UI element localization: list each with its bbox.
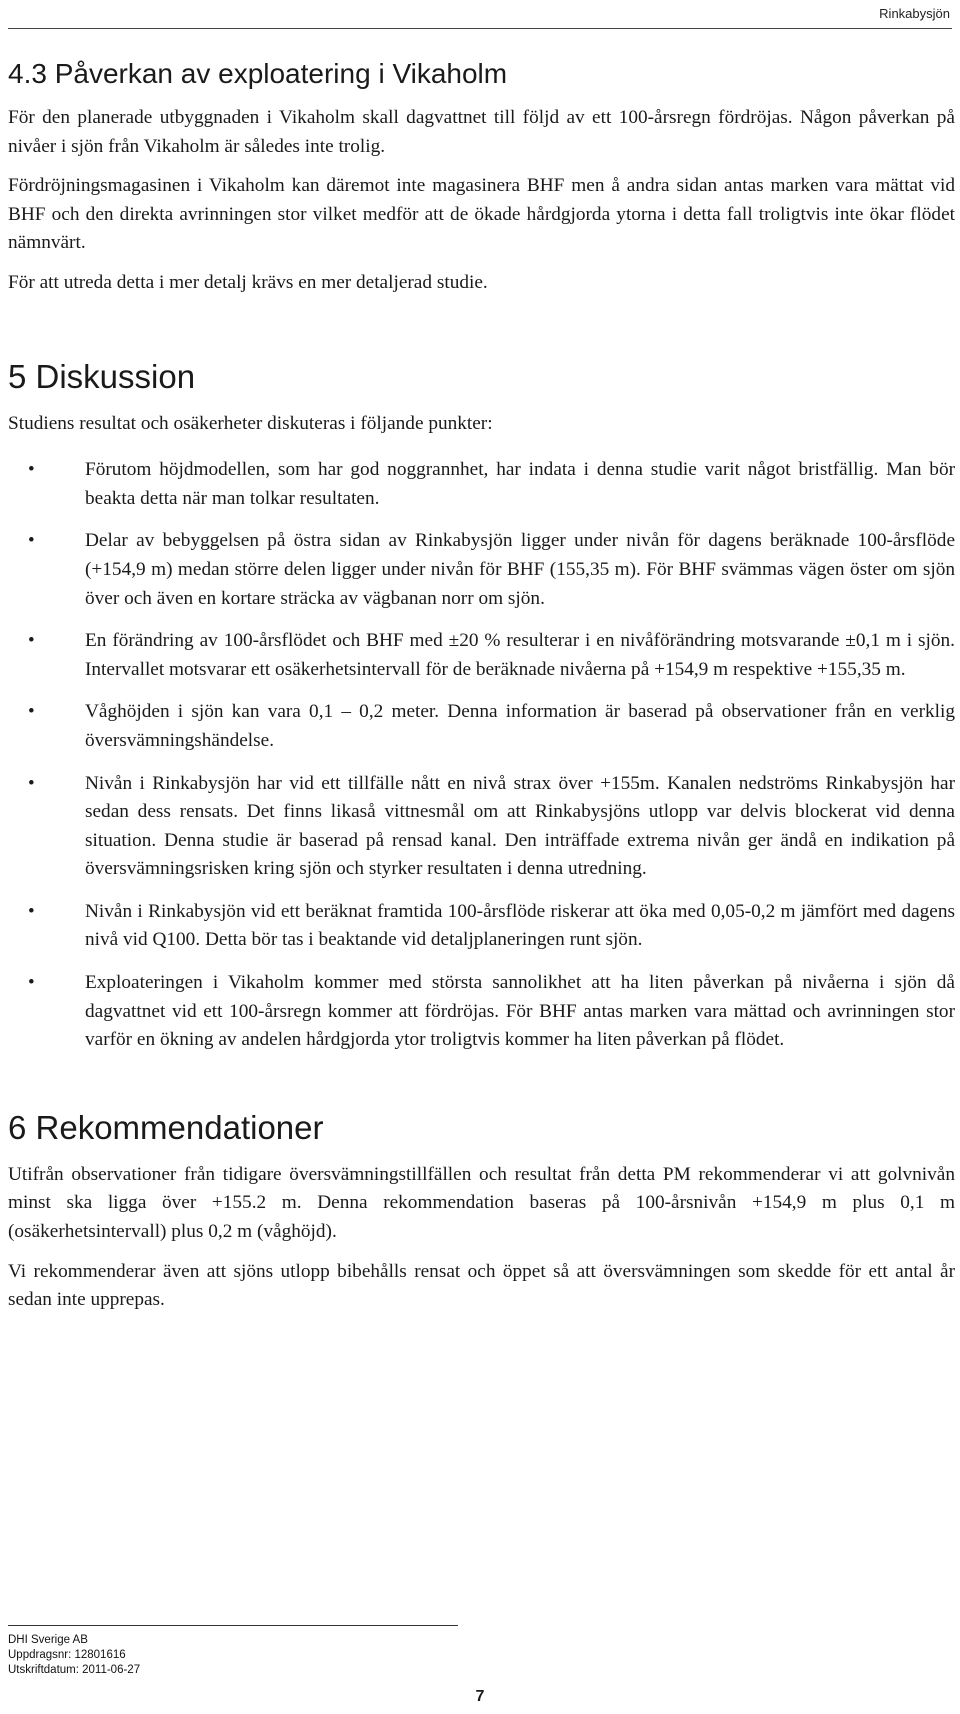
list-item-text: Förutom höjdmodellen, som har god noggrannhet, har indata i denna studie varit något bristfällig. Man bör beakta detta när man tolkar resultaten. [85,459,955,509]
section-5 [8,356,955,1055]
paragraph-intro: Studiens resultat och osäkerheter diskuteras i följande punkter: [8,412,493,434]
list-item-text: Exploateringen i Vikaholm kommer med största sannolikhet att ha liten påverkan på nivåerna i sjön då dagvattnet vid ett 100-årsregn kommer att fördröjas. För BHF antas marken vara mättad och avrinningen stor varför en ökning av andelen hårdgjorda ytor troligtvis kommer ha liten påverkan på flödet. [85,972,955,1051]
list-item [8,527,955,613]
list-item [8,969,955,1055]
footer-divider [8,1625,458,1626]
footer-print-date: Utskriftdatum: 2011-06-27 [8,1664,141,1676]
footer-assignment: Uppdragsnr: 12801616 [8,1649,126,1661]
page-number: 7 [475,1688,485,1705]
footer [8,1633,140,1678]
section-heading-6: 6 Rekommendationer [8,1108,324,1146]
paragraph: Fördröjningsmagasinen i Vikaholm kan däremot inte magasinera BHF men å andra sidan antas marken vara mättat vid BHF och den direkta avrinningen stor vilket medför att de ökade hårdgjorda ytorna i detta fall troligtvis inte ökar flödet nämnvärt. [8,175,955,254]
list-item-text: Våghöjden i sjön kan vara 0,1 – 0,2 meter. Denna information är baserad på observationer från en verklig översvämningshändelse. [85,701,955,751]
list-item [8,456,955,513]
running-header: Rinkabysjön [879,6,950,21]
footer-company: DHI Sverige AB [8,1634,88,1646]
paragraph: För att utreda detta i mer detalj krävs en mer detaljerad studie. [8,271,488,293]
bullet-icon: • [28,900,35,922]
page-content [8,56,955,1326]
list-item-text: En förändring av 100-årsflödet och BHF med ±20 % resulterar i en nivåförändring motsvarande ±0,1 m i sjön. Intervallet motsvarar ett osäkerhetsintervall för de beräknade nivåerna på +154,9 m respektive +155,35 m. [85,630,955,680]
bullet-icon: • [28,459,35,481]
paragraph: Vi rekommenderar även att sjöns utlopp bibehålls rensat och öppet så att översvämningen som skedde för ett antal år sedan inte upprepas. [8,1260,955,1311]
paragraph: För den planerade utbyggnaden i Vikaholm skall dagvattnet till följd av ett 100-årsregn fördröjas. Någon påverkan på nivåer i sjön från Vikaholm är således inte trolig. [8,107,955,157]
section-6 [8,1107,955,1315]
bullet-icon: • [28,972,35,994]
bullet-icon: • [28,772,35,794]
bullet-icon: • [28,530,35,552]
list-item [8,698,955,755]
list-item-text: Nivån i Rinkabysjön har vid ett tillfälle nått en nivå strax över +155m. Kanalen nedströms Rinkabysjön har sedan dess rensats. Det finns likaså vittnesmål om att Rinkabysjöns utlopp var delvis blockerat vid denna situation. Denna studie är baserad på rensad kanal. Den inträffade extrema nivån ger ändå en indikation på översvämningsrisken kring sjön och styrker resultaten i denna utredning. [85,772,955,880]
list-item [8,770,955,884]
list-item [8,627,955,684]
section-heading-5: 5 Diskussion [8,357,196,395]
bullet-list [8,456,955,1055]
list-item-text: Nivån i Rinkabysjön vid ett beräknat framtida 100-årsflöde riskerar att öka med 0,05-0,2 m jämfört med dagens nivå vid Q100. Detta bör tas i beaktande vid detaljplaneringen runt sjön. [85,900,955,951]
bullet-icon: • [28,701,35,723]
paragraph: Utifrån observationer från tidigare översvämningstillfällen och resultat från detta PM rekommenderar vi att golvnivån minst ska ligga över +155.2 m. Denna rekommendation baseras på 100-årsnivån +154,9 m plus 0,1 m (osäkerhetsintervall) plus 0,2 m (våghöjd). [8,1163,955,1243]
section-4-3 [8,56,955,298]
list-item-text: Delar av bebyggelsen på östra sidan av Rinkabysjön ligger under nivån för dagens beräknade 100-årsflöde (+154,9 m) medan större delen ligger under nivån för BHF (155,35 m). För BHF svämmas vägen öster om sjön över och även en kortare sträcka av vägbanan norr om sjön. [85,530,955,609]
bullet-icon: • [28,630,35,652]
header-divider [8,28,952,29]
list-item [8,898,955,955]
section-heading-4-3: 4.3 Påverkan av exploatering i Vikaholm [8,58,508,89]
